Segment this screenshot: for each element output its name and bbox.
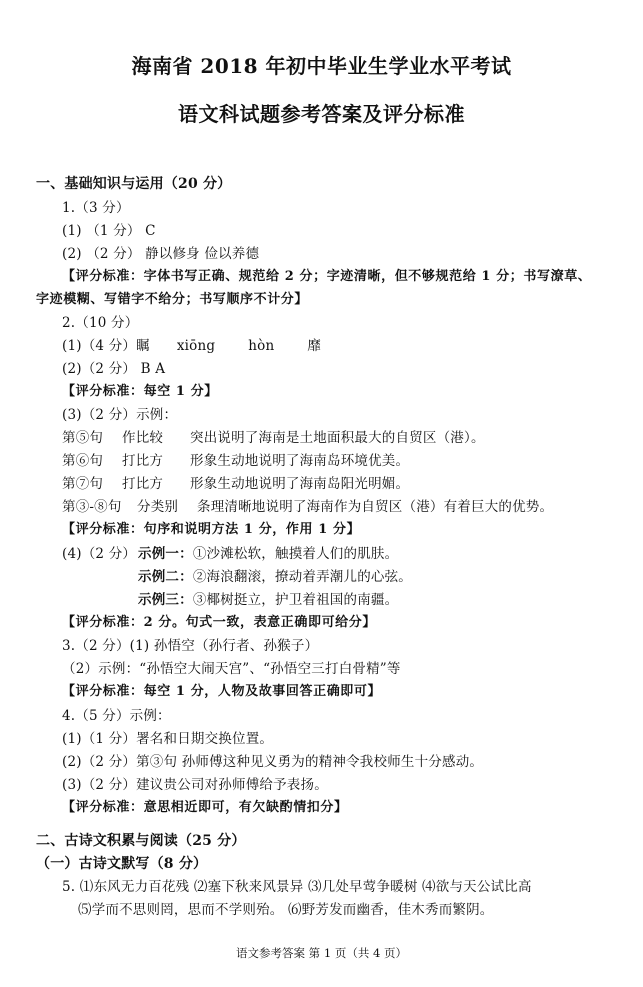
q2-criteria-2: 【评分标准：句序和说明方法 1 分，作用 1 分】	[62, 522, 361, 537]
answer-row-method: 打比方	[122, 453, 164, 469]
answer-row-sentence: 第③-⑧句	[62, 499, 122, 515]
answer-row-sentence: 第⑥句	[62, 453, 104, 469]
example-label: 示例二：	[138, 569, 193, 585]
section1-heading: 一、基础知识与运用（20 分）	[36, 176, 232, 192]
example-label: 示例三：	[138, 592, 193, 608]
answer-row-method: 作比较	[122, 430, 164, 446]
page-title: 海南省 2018 年初中毕业生学业水平考试	[131, 54, 512, 78]
example-text: ②海浪翻滚，撩动着弄潮儿的心弦。	[192, 569, 413, 585]
answer-row	[62, 429, 485, 447]
q1-criteria-line1: 【评分标准：字体书写正确、规范给 2 分；字迹清晰，但不够规范给 1 分；书写潦草、	[62, 269, 592, 284]
pinyin-answer-1: xiōng	[176, 338, 216, 354]
q4-answer-1: (1)（1 分）署名和日期交换位置。	[62, 731, 274, 747]
answer-row-effect: 突出说明了海南是土地面积最大的自贸区（港）。	[190, 430, 485, 446]
answer-row-method: 分类别	[137, 499, 179, 515]
section2-sub1: （一）古诗文默写（8 分）	[36, 856, 208, 872]
answer-row	[62, 475, 409, 493]
answer-row-sentence: 第⑦句	[62, 476, 104, 492]
example-label: 示例一：	[138, 546, 193, 562]
example-text: ①沙滩松软，触摸着人们的肌肤。	[192, 546, 399, 562]
q4-criteria: 【评分标准：意思相近即可，有欠缺酌情扣分】	[62, 800, 348, 815]
q3-line2: （2）示例：“孙悟空大闹天宫”、“孙悟空三打白骨精”等	[62, 661, 401, 677]
answer-row	[62, 498, 553, 516]
pinyin-answer-2: hòn	[248, 338, 275, 354]
example-line	[138, 568, 412, 586]
q2-answer-4	[62, 545, 398, 563]
answer-row-method: 打比方	[122, 476, 164, 492]
q2-criteria-3: 【评分标准：2 分。句式一致，表意正确即可给分】	[62, 615, 376, 630]
q2-label: 2.（10 分）	[62, 315, 139, 331]
answer-row	[62, 452, 409, 470]
q4-answer-2: (2)（2 分）第③句 孙师傅这种见义勇为的精神令我校师生十分感动。	[62, 754, 484, 770]
page-subtitle: 语文科试题参考答案及评分标准	[178, 102, 465, 126]
q4-answer-3: (3)（2 分）建议贵公司对孙师傅给予表扬。	[62, 777, 328, 793]
q1-label: 1.（3 分）	[62, 200, 130, 216]
answer-row-sentence: 第⑤句	[62, 430, 104, 446]
q3-line1: 3.（2 分）(1) 孙悟空（孙行者、孙猴子）	[62, 638, 319, 654]
q3-criteria: 【评分标准：每空 1 分，人物及故事回答正确即可】	[62, 684, 382, 699]
q2-answer-4-prefix: (4)（2 分）	[62, 546, 137, 562]
q5-line2: ⑸学而不思则罔，思而不学则殆。 ⑹野芳发而幽香，佳木秀而繁阴。	[78, 902, 494, 918]
q2-answer-2: (2)（2 分） B A	[62, 361, 166, 377]
q2-answer-1	[62, 337, 321, 355]
answer-row-effect: 形象生动地说明了海南岛环境优美。	[190, 453, 410, 469]
page-footer: 语文参考答案 第 1 页（共 4 页）	[236, 946, 407, 960]
q1-answer-2: (2) （2 分） 静以修身 俭以养德	[62, 246, 260, 262]
example-text: ③椰树挺立，护卫着祖国的南疆。	[192, 592, 399, 608]
answer-row-effect: 形象生动地说明了海南岛阳光明媚。	[190, 476, 410, 492]
q4-label: 4.（5 分）示例：	[62, 708, 171, 724]
q1-answer-1: (1) （1 分） C	[62, 223, 156, 239]
answer-row-effect: 条理清晰地说明了海南作为自贸区（港）有着巨大的优势。	[197, 499, 554, 515]
q2-answer-1-prefix: (1)（4 分）瞩	[62, 338, 150, 354]
q2-criteria-1: 【评分标准：每空 1 分】	[62, 384, 218, 399]
section2-heading: 二、古诗文积累与阅读（25 分）	[36, 833, 246, 849]
char-answer: 靡	[307, 338, 322, 354]
q2-answer-3-label: (3)（2 分）示例：	[62, 407, 178, 423]
q5-line1: 5. ⑴东风无力百花残 ⑵塞下秋来风景异 ⑶几处早莺争暖树 ⑷欲与天公试比高	[62, 879, 532, 895]
example-line	[138, 591, 398, 609]
q1-criteria-line2: 字迹模糊、写错字不给分；书写顺序不计分】	[36, 292, 309, 307]
